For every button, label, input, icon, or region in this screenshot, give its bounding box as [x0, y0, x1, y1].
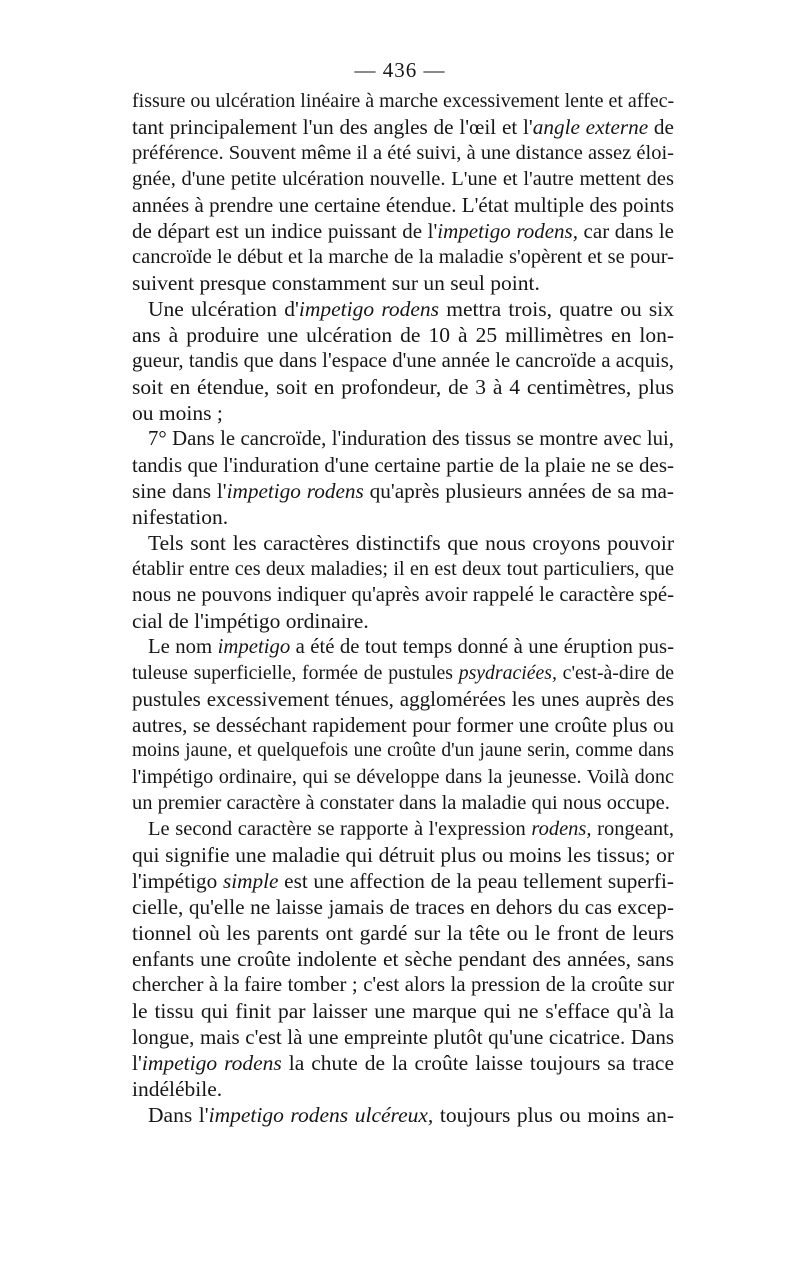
text-line: Le second caractère se rapporte à l'expression rodens, rongeant, [148, 818, 674, 840]
text-line: établir entre ces deux maladies; il en est deux tout particuliers, que [132, 558, 674, 580]
text-line: de départ est un indice puissant de l'impetigo rodens, car dans le [132, 219, 674, 243]
text-line: l'impétigo ordinaire, qui se développe dans la jeunesse. Voilà donc [132, 766, 674, 788]
text-line: fissure ou ulcération linéaire à marche excessivement lente et affec- [132, 90, 675, 112]
text-line: moins jaune, et quelquefois une croûte d'un jaune serin, comme dans [132, 740, 674, 761]
text-line: autres, se desséchant rapidement pour former une croûte plus ou [132, 713, 674, 737]
text-line: suivent presque constamment sur un seul point. [132, 271, 540, 295]
text-line: ou moins ; [132, 401, 223, 425]
text-line: tandis que l'induration d'une certaine partie de la plaie ne se des- [132, 453, 674, 477]
text-line: gueur, tandis que dans l'espace d'une année le cancroïde a acquis, [132, 350, 674, 372]
text-line: indélébile. [132, 1077, 223, 1101]
text-line: l'impétigo simple est une affection de la peau tellement superfi- [132, 869, 674, 893]
page-number: — 436 — [354, 58, 446, 82]
text-line: nifestation. [132, 505, 229, 529]
text-line: cancroïde le début et la marche de la maladie s'opèrent et se pour- [132, 246, 674, 268]
text-line: ans à produire une ulcération de 10 à 25 millimètres en lon- [132, 323, 674, 347]
text-line: le tissu qui finit par laisser une marque qui ne s'efface qu'à la [132, 999, 674, 1023]
text-line: tant principalement l'un des angles de l'œil et l'angle externe de [132, 115, 674, 139]
text-line: tionnel où les parents ont gardé sur la tête ou le front de leurs [132, 921, 674, 945]
text-line: longue, mais c'est là une empreinte plutôt qu'une cicatrice. Dans [132, 1025, 674, 1049]
text-line: 7° Dans le cancroïde, l'induration des tissus se montre avec lui, [148, 428, 674, 450]
text-line: l'impetigo rodens la chute de la croûte laisse toujours sa trace [132, 1051, 675, 1075]
text-line: Dans l'impetigo rodens ulcéreux, toujours plus ou moins an- [148, 1103, 674, 1127]
text-line: Une ulcération d'impetigo rodens mettra trois, quatre ou six [148, 297, 675, 321]
text-line: pustules excessivement ténues, agglomérées les unes auprès des [132, 687, 674, 711]
text-line: nous ne pouvons indiquer qu'après avoir rappelé le caractère spé- [132, 584, 674, 606]
text-line: enfants une croûte indolente et sèche pendant des années, sans [132, 947, 674, 971]
text-line: préférence. Souvent même il a été suivi, à une distance assez éloi- [132, 142, 674, 164]
text-line: un premier caractère à constater dans la maladie qui nous occupe. [132, 792, 670, 814]
text-line: gnée, d'une petite ulcération nouvelle. L'une et l'autre mettent des [132, 168, 674, 190]
text-line: tuleuse superficielle, formée de pustules psydraciées, c'est-à-dire de [132, 662, 674, 684]
text-line: Le nom impetigo a été de tout temps donné à une éruption pus- [148, 636, 674, 658]
text-line: années à prendre une certaine étendue. L'état multiple des points [132, 193, 674, 217]
text-line: cial de l'impétigo ordinaire. [132, 609, 369, 633]
text-line: soit en étendue, soit en profondeur, de 3 à 4 centimètres, plus [132, 375, 674, 399]
text-line: sine dans l'impetigo rodens qu'après plusieurs années de sa ma- [132, 479, 674, 503]
text-line: qui signifie une maladie qui détruit plus ou moins les tissus; or [132, 843, 674, 867]
text-line: chercher à la faire tomber ; c'est alors la pression de la croûte sur [132, 974, 674, 996]
text-line: Tels sont les caractères distinctifs que nous croyons pouvoir [148, 531, 674, 555]
text-line: cielle, qu'elle ne laisse jamais de traces en dehors du cas excep- [132, 895, 674, 919]
